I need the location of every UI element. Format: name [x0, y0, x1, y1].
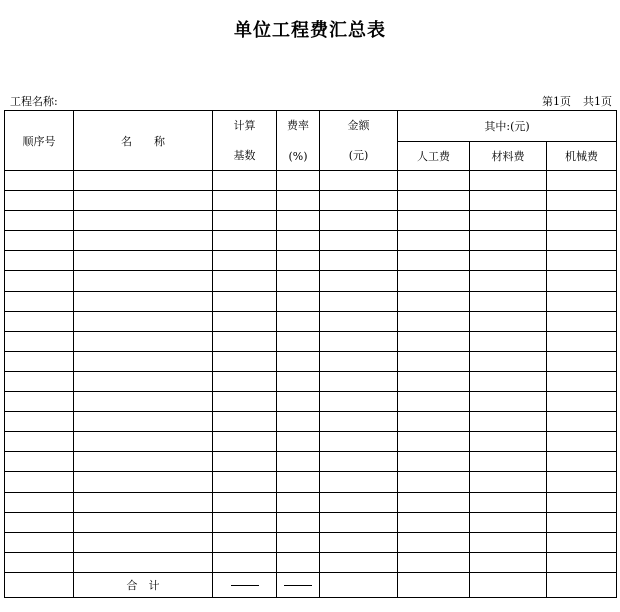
- rate-dash-line: [284, 585, 312, 586]
- table-cell[interactable]: [5, 452, 74, 472]
- table-cell[interactable]: [277, 191, 320, 211]
- table-cell[interactable]: [213, 271, 277, 291]
- header-rate: [277, 111, 320, 171]
- table-cell[interactable]: [470, 392, 547, 412]
- table-cell[interactable]: [213, 392, 277, 412]
- total-row: [5, 572, 617, 597]
- table-cell[interactable]: [320, 432, 398, 452]
- table-cell[interactable]: [213, 311, 277, 331]
- table-cell[interactable]: [547, 171, 617, 191]
- page-title: 单位工程费汇总表: [234, 20, 386, 41]
- table-cell[interactable]: [320, 251, 398, 271]
- table-cell[interactable]: [74, 291, 213, 311]
- table-cell[interactable]: [398, 311, 470, 331]
- header-rate-bottom: (%): [288, 149, 308, 163]
- table-cell[interactable]: [547, 351, 617, 371]
- table-cell[interactable]: [5, 231, 74, 251]
- table-cell[interactable]: [470, 191, 547, 211]
- table-cell[interactable]: [277, 512, 320, 532]
- table-cell[interactable]: [74, 512, 213, 532]
- table-cell[interactable]: [547, 311, 617, 331]
- table-cell[interactable]: [74, 371, 213, 391]
- table-cell[interactable]: [277, 351, 320, 371]
- table-cell[interactable]: [398, 392, 470, 412]
- table-cell[interactable]: [74, 251, 213, 271]
- table-cell[interactable]: [470, 492, 547, 512]
- table-cell[interactable]: [5, 171, 74, 191]
- table-cell[interactable]: [277, 231, 320, 251]
- table-cell[interactable]: [547, 191, 617, 211]
- table-cell[interactable]: [277, 371, 320, 391]
- table-row: [5, 452, 617, 472]
- table-cell[interactable]: [213, 492, 277, 512]
- table-cell[interactable]: [277, 171, 320, 191]
- table-cell[interactable]: [213, 552, 277, 572]
- table-cell[interactable]: [277, 211, 320, 231]
- table-cell[interactable]: [470, 512, 547, 532]
- table-cell[interactable]: [320, 311, 398, 331]
- table-cell[interactable]: [398, 171, 470, 191]
- table-cell[interactable]: [74, 432, 213, 452]
- table-cell[interactable]: [547, 392, 617, 412]
- table-cell[interactable]: [547, 472, 617, 492]
- table-cell[interactable]: [74, 351, 213, 371]
- table-row: [5, 371, 617, 391]
- table-cell[interactable]: [74, 191, 213, 211]
- table-cell[interactable]: [398, 492, 470, 512]
- page-info: [542, 93, 612, 109]
- table-cell[interactable]: [5, 392, 74, 412]
- total-pages: 共1页: [583, 95, 612, 108]
- table-cell[interactable]: [470, 251, 547, 271]
- table-row: [5, 512, 617, 532]
- table-cell[interactable]: [398, 472, 470, 492]
- table-cell[interactable]: [470, 331, 547, 351]
- table-cell[interactable]: [547, 412, 617, 432]
- table-cell[interactable]: [213, 231, 277, 251]
- table-cell[interactable]: [277, 392, 320, 412]
- table-row: [5, 191, 617, 211]
- table-cell[interactable]: [5, 472, 74, 492]
- table-cell[interactable]: [398, 291, 470, 311]
- table-cell[interactable]: [213, 191, 277, 211]
- table-row: [5, 231, 617, 251]
- table-cell[interactable]: [398, 251, 470, 271]
- table-row: [5, 171, 617, 191]
- table-row: [5, 211, 617, 231]
- table-cell[interactable]: [470, 371, 547, 391]
- table-cell[interactable]: [213, 331, 277, 351]
- table-cell[interactable]: [320, 452, 398, 472]
- table-cell[interactable]: [320, 492, 398, 512]
- table-cell[interactable]: [547, 271, 617, 291]
- table-cell[interactable]: [277, 432, 320, 452]
- table-cell[interactable]: [470, 552, 547, 572]
- table-cell[interactable]: [470, 351, 547, 371]
- table-cell[interactable]: [470, 452, 547, 472]
- table-cell[interactable]: [74, 532, 213, 552]
- table-cell[interactable]: [320, 412, 398, 432]
- table-cell[interactable]: [398, 211, 470, 231]
- table-cell[interactable]: [320, 532, 398, 552]
- table-cell[interactable]: [398, 231, 470, 251]
- table-cell[interactable]: [470, 432, 547, 452]
- table-cell[interactable]: [213, 371, 277, 391]
- table-cell[interactable]: [320, 171, 398, 191]
- table-cell[interactable]: [213, 291, 277, 311]
- total-rate-dash: [277, 572, 320, 597]
- table-cell[interactable]: [470, 271, 547, 291]
- header-amount-top: 金额: [347, 118, 370, 132]
- summary-table: [4, 110, 617, 598]
- table-row: [5, 412, 617, 432]
- table-row: [5, 532, 617, 552]
- table-cell[interactable]: [213, 171, 277, 191]
- table-row: [5, 472, 617, 492]
- table-cell[interactable]: [5, 271, 74, 291]
- table-cell[interactable]: [277, 472, 320, 492]
- table-cell[interactable]: [74, 452, 213, 472]
- table-cell[interactable]: [277, 251, 320, 271]
- table-cell[interactable]: [5, 412, 74, 432]
- header-rate-top: 费率: [287, 118, 309, 132]
- table-cell[interactable]: [277, 331, 320, 351]
- table-cell[interactable]: [320, 351, 398, 371]
- table-cell[interactable]: [470, 532, 547, 552]
- table-cell[interactable]: [213, 251, 277, 271]
- table-cell[interactable]: [398, 271, 470, 291]
- table-cell[interactable]: [547, 291, 617, 311]
- table-cell[interactable]: [74, 331, 213, 351]
- table-cell[interactable]: [277, 532, 320, 552]
- table-cell[interactable]: [547, 251, 617, 271]
- header-material: 材料费: [470, 142, 547, 171]
- current-page: 第1页: [542, 95, 571, 108]
- table-cell[interactable]: [277, 412, 320, 432]
- total-machine[interactable]: [547, 572, 617, 597]
- table-cell[interactable]: [5, 432, 74, 452]
- table-cell[interactable]: [5, 351, 74, 371]
- table-cell[interactable]: [213, 351, 277, 371]
- table-cell[interactable]: [320, 271, 398, 291]
- total-labor[interactable]: [398, 572, 470, 597]
- table-cell[interactable]: [74, 552, 213, 572]
- table-cell[interactable]: [470, 412, 547, 432]
- table-row: [5, 311, 617, 331]
- table-cell[interactable]: [398, 351, 470, 371]
- table-cell[interactable]: [470, 291, 547, 311]
- table-cell[interactable]: [320, 512, 398, 532]
- table-cell[interactable]: [5, 532, 74, 552]
- table-row: [5, 331, 617, 351]
- table-cell[interactable]: [547, 532, 617, 552]
- table-cell[interactable]: [5, 492, 74, 512]
- total-amount[interactable]: [320, 572, 398, 597]
- table-cell[interactable]: [277, 271, 320, 291]
- header-amount: [320, 111, 398, 171]
- table-row: [5, 271, 617, 291]
- table-row: [5, 492, 617, 512]
- table-cell[interactable]: [320, 211, 398, 231]
- table-cell[interactable]: [277, 452, 320, 472]
- table-cell[interactable]: [398, 552, 470, 572]
- table-cell[interactable]: [74, 271, 213, 291]
- header-calc-base: [213, 111, 277, 171]
- table-cell[interactable]: [470, 211, 547, 231]
- table-cell[interactable]: [547, 552, 617, 572]
- table-cell[interactable]: [320, 552, 398, 572]
- table-cell[interactable]: [320, 472, 398, 492]
- table-cell[interactable]: [320, 191, 398, 211]
- project-name-label: 工程名称:: [10, 95, 58, 108]
- table-cell[interactable]: [213, 412, 277, 432]
- table-cell[interactable]: [320, 371, 398, 391]
- header-seq: 顺序号: [5, 111, 74, 171]
- table-cell[interactable]: [74, 311, 213, 331]
- table-cell[interactable]: [5, 291, 74, 311]
- table-cell[interactable]: [320, 231, 398, 251]
- table-cell[interactable]: [74, 492, 213, 512]
- total-label: 合 计: [74, 572, 213, 597]
- table-cell[interactable]: [398, 532, 470, 552]
- table-cell[interactable]: [5, 251, 74, 271]
- table-cell[interactable]: [547, 331, 617, 351]
- table-cell[interactable]: [5, 552, 74, 572]
- table-cell[interactable]: [277, 291, 320, 311]
- header-machine: 机械费: [547, 142, 617, 171]
- table-cell[interactable]: [320, 291, 398, 311]
- table-cell[interactable]: [213, 472, 277, 492]
- table-cell[interactable]: [277, 552, 320, 572]
- table-cell[interactable]: [277, 492, 320, 512]
- table-cell[interactable]: [398, 331, 470, 351]
- total-calc-dash: [213, 572, 277, 597]
- table-cell[interactable]: [74, 231, 213, 251]
- table-cell[interactable]: [398, 412, 470, 432]
- header-group: 其中:(元): [398, 111, 617, 142]
- table-cell[interactable]: [74, 211, 213, 231]
- table-row: [5, 251, 617, 271]
- table-cell[interactable]: [398, 512, 470, 532]
- table-cell[interactable]: [5, 512, 74, 532]
- table-cell[interactable]: [5, 371, 74, 391]
- table-cell[interactable]: [470, 171, 547, 191]
- table-cell[interactable]: [5, 211, 74, 231]
- table-cell[interactable]: [74, 171, 213, 191]
- table-body: [5, 171, 617, 573]
- table-row: [5, 351, 617, 371]
- header-labor: 人工费: [398, 142, 470, 171]
- table-cell[interactable]: [213, 532, 277, 552]
- table-cell[interactable]: [74, 472, 213, 492]
- table-cell[interactable]: [547, 211, 617, 231]
- table-cell[interactable]: [213, 452, 277, 472]
- table-row: [5, 432, 617, 452]
- table-cell[interactable]: [398, 432, 470, 452]
- table-cell[interactable]: [320, 331, 398, 351]
- table-cell[interactable]: [470, 311, 547, 331]
- table-cell[interactable]: [547, 492, 617, 512]
- table-cell[interactable]: [547, 371, 617, 391]
- table-cell[interactable]: [5, 311, 74, 331]
- table-cell[interactable]: [213, 432, 277, 452]
- table-cell[interactable]: [547, 512, 617, 532]
- table-row: [5, 392, 617, 412]
- table-cell[interactable]: [547, 432, 617, 452]
- table-cell[interactable]: [320, 392, 398, 412]
- total-cell-seq: [5, 572, 74, 597]
- header-name: 名 称: [74, 111, 213, 171]
- table-cell[interactable]: [5, 331, 74, 351]
- table-row: [5, 291, 617, 311]
- table-cell[interactable]: [398, 452, 470, 472]
- table-cell[interactable]: [5, 191, 74, 211]
- table-row: [5, 552, 617, 572]
- table-cell[interactable]: [74, 412, 213, 432]
- header-calc-top: 计算: [233, 118, 256, 132]
- calc-dash-line: [231, 585, 259, 586]
- table-cell[interactable]: [213, 211, 277, 231]
- table-cell[interactable]: [213, 512, 277, 532]
- table-cell[interactable]: [547, 452, 617, 472]
- table-cell[interactable]: [470, 472, 547, 492]
- table-cell[interactable]: [398, 371, 470, 391]
- table-cell[interactable]: [277, 311, 320, 331]
- table-cell[interactable]: [470, 231, 547, 251]
- header-calc-bottom: 基数: [233, 148, 256, 162]
- table-cell[interactable]: [74, 392, 213, 412]
- header-amount-bottom: (元): [348, 148, 369, 162]
- total-material[interactable]: [470, 572, 547, 597]
- table-cell[interactable]: [547, 231, 617, 251]
- table-cell[interactable]: [398, 191, 470, 211]
